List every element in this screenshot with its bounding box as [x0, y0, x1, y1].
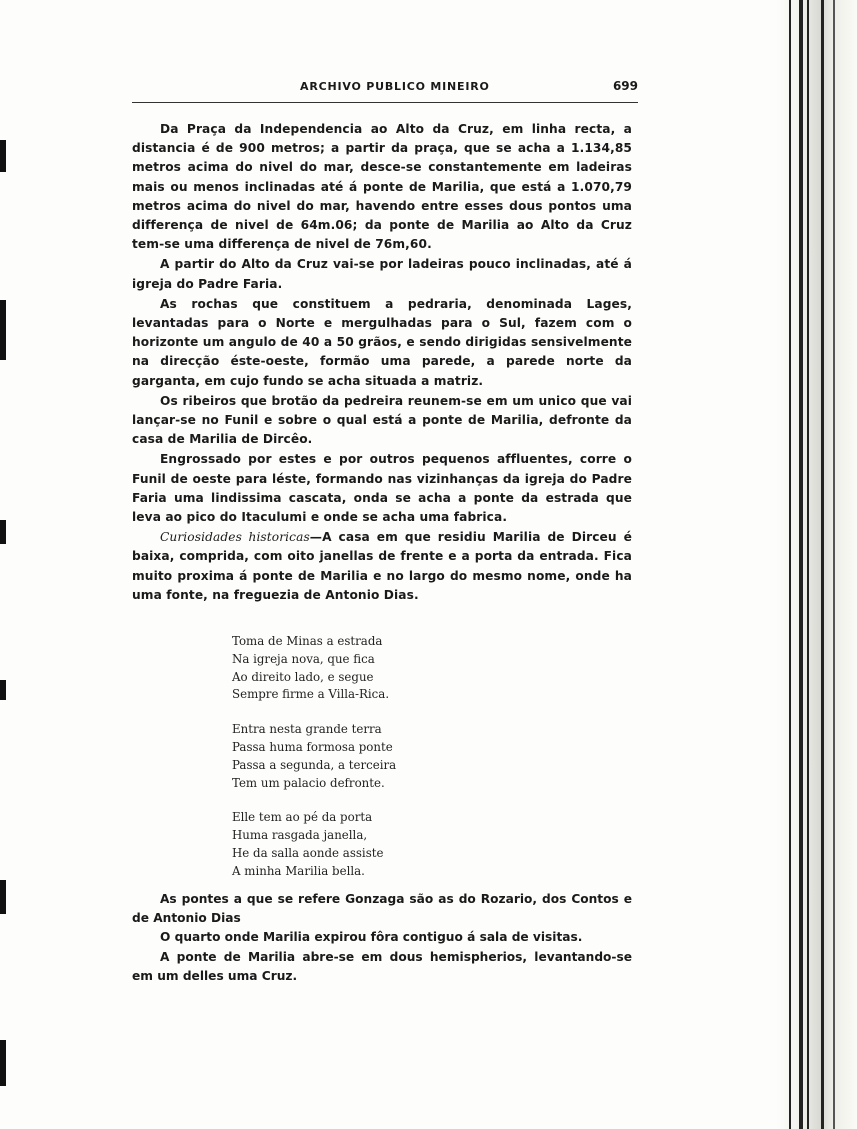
poem-verse: Na igreja nova, que fica — [232, 651, 375, 666]
poem-stanza — [232, 809, 492, 880]
paragraph: Da Praça da Independencia ao Alto da Cruz, em linha recta, a distancia é de 900 metros; a partir da praça, que se acha a 1.134,85 metros acima do nivel do mar, desce-se constantemente em ladeiras mais ou menos inclinadas até á ponte de Marilia, que está a 1.070,79 metros acima do nivel do mar, havendo entre esses dous pontos uma differença de nivel de 64m.06; da ponte de Marilia ao Alto da Cruz tem-se uma differença de nivel de 76m,60. — [132, 122, 632, 252]
running-title: ARCHIVO PUBLICO MINEIRO — [300, 80, 490, 93]
poem-verse: He da salla aonde assiste — [232, 845, 384, 860]
poem-verse: Elle tem ao pé da porta — [232, 810, 373, 825]
poem-verse: Passa huma formosa ponte — [232, 739, 393, 754]
page-header — [132, 80, 638, 100]
poem-verse: Toma de Minas a estrada — [232, 634, 383, 648]
binding-line — [833, 0, 835, 1129]
binding-line — [821, 0, 824, 1129]
page-number: 699 — [612, 79, 638, 93]
paragraph: Engrossado por estes e por outros pequenos affluentes, corre o Funil de oeste para léste, formando nas vizinhanças da igreja do Padre Faria uma lindissima cascata, onda se acha a ponte da estrada que leva ao pico do Itaculumi e onde se acha uma fabrica. — [132, 452, 632, 525]
poem-verse: Huma rasgada janella, — [232, 828, 368, 843]
poem-verse: Ao direito lado, e segue — [232, 669, 374, 684]
paragraph: O quarto onde Marilia expirou fôra contiguo á sala de visitas. — [160, 930, 583, 945]
closing-text — [132, 890, 632, 986]
binding-line — [799, 0, 803, 1129]
paragraph-curiosidades — [132, 528, 632, 605]
header-rule — [132, 102, 638, 103]
binding-line — [789, 0, 791, 1129]
margin-mark — [0, 680, 6, 700]
paragraph: Os ribeiros que brotão da pedreira reunem-se em um unico que vai lançar-se no Funil e sobre o qual está a ponte de Marilia, defronte da casa de Marilia de Dircêo. — [132, 393, 632, 447]
poem-stanza — [232, 721, 492, 792]
paragraph: As pontes a que se refere Gonzaga são as do Rozario, dos Contos e de Antonio Dias — [132, 892, 632, 926]
paragraph: A ponte de Marilia abre-se em dous hemispherios, levantando-se em um delles uma Cruz. — [132, 949, 632, 983]
body-text — [132, 120, 632, 605]
margin-mark — [0, 300, 6, 360]
poem-verse: Entra nesta grande terra — [232, 722, 382, 737]
margin-mark — [0, 140, 6, 172]
margin-mark — [0, 1040, 6, 1086]
paragraph: A partir do Alto da Cruz vai-se por ladeiras pouco inclinadas, até á igreja do Padre Faria. — [132, 257, 632, 291]
poem-stanza — [232, 633, 492, 704]
binding-line — [807, 0, 809, 1129]
poem-verse: Sempre firme a Villa-Rica. — [232, 687, 390, 702]
section-text: —A casa em que residiu Marilia de Dirceu é baixa, comprida, com oito janellas de frente e a porta da entrada. Fica muito proxima á ponte de Marilia e no largo do mesmo nome, onde ha uma fonte, na freguezia de Antonio Dias. — [132, 530, 632, 602]
margin-mark — [0, 520, 6, 544]
margin-mark — [0, 880, 6, 914]
poem-verse: Tem um palacio defronte. — [232, 775, 385, 790]
paragraph: As rochas que constituem a pedraria, denominada Lages, levantadas para o Norte e mergulhadas para o Sul, fazem com o horizonte um angulo de 40 a 50 grãos, e sendo dirigidas sensivelmente na direcção éste-oeste, formão uma parede, a parede norte da garganta, em cujo fundo se acha situada a matriz. — [132, 296, 632, 388]
poem — [232, 633, 492, 898]
poem-verse: Passa a segunda, a terceira — [232, 757, 397, 772]
poem-verse: A minha Marilia bella. — [232, 863, 365, 878]
page-binding-edge — [777, 0, 857, 1129]
section-lead: Curiosidades historicas — [160, 530, 310, 545]
